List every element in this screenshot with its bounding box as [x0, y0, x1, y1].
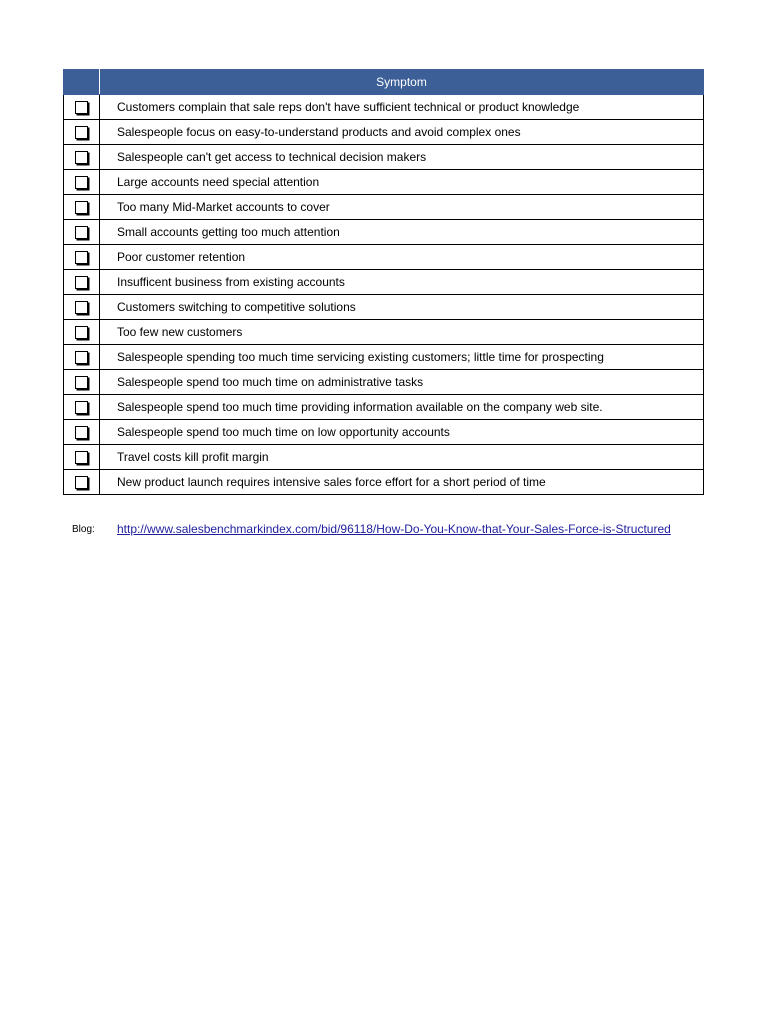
checkbox-cell: [64, 320, 100, 345]
table-row: [64, 95, 704, 120]
symptom-text: Too many Mid-Market accounts to cover: [100, 195, 704, 220]
checkbox-icon[interactable]: [75, 426, 88, 439]
checkbox-icon[interactable]: [75, 126, 88, 139]
table-row: [64, 370, 704, 395]
symptom-text: Salespeople spend too much time providing information available on the company web site.: [100, 395, 704, 420]
table-header-row: [64, 70, 704, 95]
checkbox-icon[interactable]: [75, 451, 88, 464]
checkbox-icon[interactable]: [75, 351, 88, 364]
checkbox-cell: [64, 395, 100, 420]
checkbox-icon[interactable]: [75, 176, 88, 189]
symptom-text: New product launch requires intensive sales force effort for a short period of time: [100, 470, 704, 495]
symptom-text: Salespeople spending too much time servicing existing customers; little time for prospecting: [100, 345, 704, 370]
checkbox-cell: [64, 420, 100, 445]
symptom-table: [63, 69, 704, 495]
table-row: [64, 295, 704, 320]
checkbox-cell: [64, 445, 100, 470]
table-row: [64, 220, 704, 245]
checkbox-icon[interactable]: [75, 476, 88, 489]
symptom-text: Customers switching to competitive solutions: [100, 295, 704, 320]
checkbox-icon[interactable]: [75, 226, 88, 239]
checkbox-cell: [64, 245, 100, 270]
checkbox-cell: [64, 345, 100, 370]
checkbox-icon[interactable]: [75, 401, 88, 414]
checkbox-icon[interactable]: [75, 101, 88, 114]
table-row: [64, 195, 704, 220]
checkbox-cell: [64, 370, 100, 395]
symptom-text: Insufficent business from existing accounts: [100, 270, 704, 295]
symptom-checklist: [63, 69, 704, 495]
symptom-text: Poor customer retention: [100, 245, 704, 270]
checkbox-cell: [64, 470, 100, 495]
checkbox-icon[interactable]: [75, 251, 88, 264]
table-row: [64, 320, 704, 345]
checkbox-cell: [64, 220, 100, 245]
table-row: [64, 245, 704, 270]
table-row: [64, 120, 704, 145]
table-row: [64, 145, 704, 170]
table-row: [64, 345, 704, 370]
table-row: [64, 420, 704, 445]
symptom-text: Salespeople focus on easy-to-understand products and avoid complex ones: [100, 120, 704, 145]
symptom-text: Large accounts need special attention: [100, 170, 704, 195]
symptom-text: Salespeople can't get access to technical decision makers: [100, 145, 704, 170]
symptom-text: Salespeople spend too much time on administrative tasks: [100, 370, 704, 395]
checkbox-cell: [64, 295, 100, 320]
checkbox-icon[interactable]: [75, 376, 88, 389]
checkbox-cell: [64, 145, 100, 170]
checkbox-column-header: [64, 70, 100, 95]
table-row: [64, 170, 704, 195]
checkbox-cell: [64, 195, 100, 220]
symptom-rows: [64, 95, 704, 495]
checkbox-icon[interactable]: [75, 301, 88, 314]
symptom-text: Travel costs kill profit margin: [100, 445, 704, 470]
table-row: [64, 445, 704, 470]
checkbox-cell: [64, 270, 100, 295]
symptom-text: Too few new customers: [100, 320, 704, 345]
table-row: [64, 270, 704, 295]
table-row: [64, 470, 704, 495]
symptom-text: Customers complain that sale reps don't have sufficient technical or product knowledge: [100, 95, 704, 120]
checkbox-icon[interactable]: [75, 201, 88, 214]
checkbox-icon[interactable]: [75, 326, 88, 339]
checkbox-icon[interactable]: [75, 151, 88, 164]
table-row: [64, 395, 704, 420]
checkbox-cell: [64, 170, 100, 195]
symptom-text: Small accounts getting too much attention: [100, 220, 704, 245]
blog-label: Blog:: [72, 524, 95, 535]
checkbox-cell: [64, 95, 100, 120]
checkbox-icon[interactable]: [75, 276, 88, 289]
symptom-column-header: Symptom: [100, 70, 704, 95]
blog-link[interactable]: http://www.salesbenchmarkindex.com/bid/96118/How-Do-You-Know-that-Your-Sales-Force-is-Structured: [117, 522, 671, 536]
blog-row: [72, 522, 704, 540]
symptom-text: Salespeople spend too much time on low opportunity accounts: [100, 420, 704, 445]
checkbox-cell: [64, 120, 100, 145]
